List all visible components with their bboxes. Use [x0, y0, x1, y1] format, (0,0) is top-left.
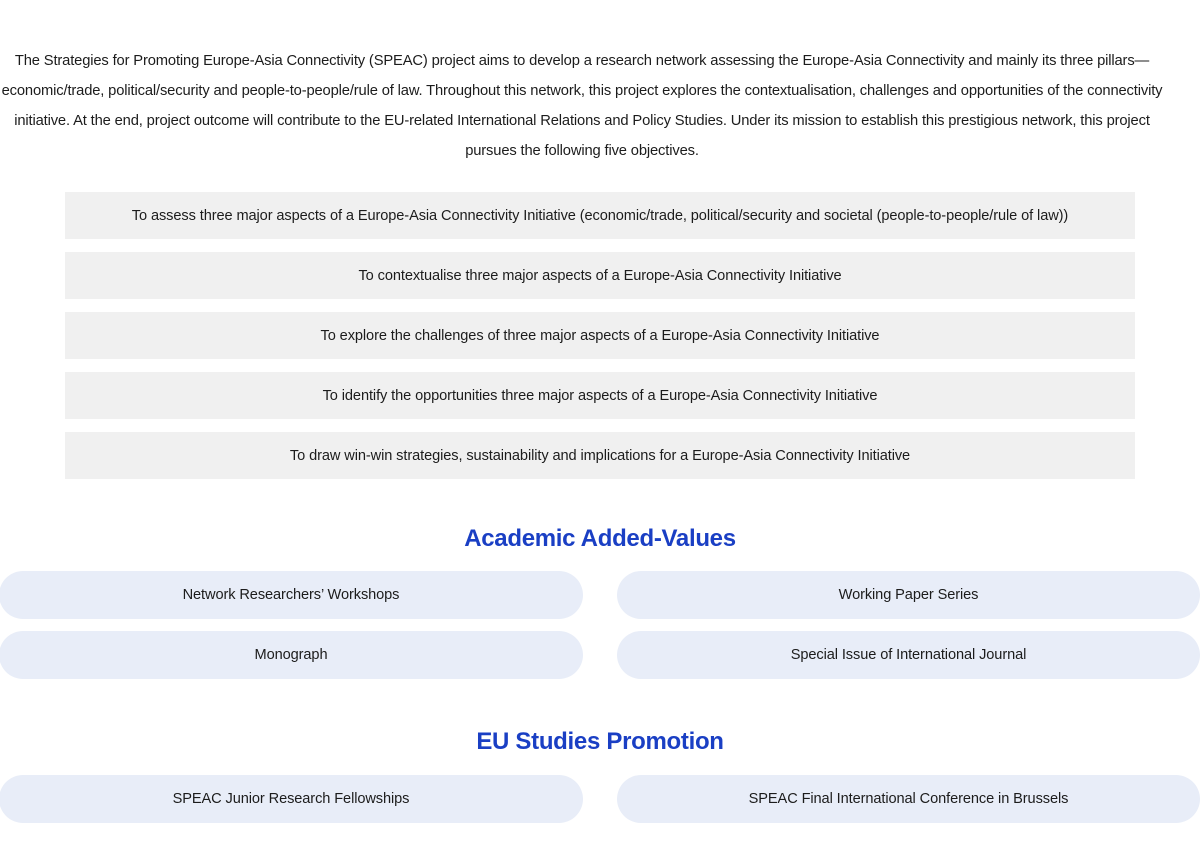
academic-item-special-issue[interactable]: Special Issue of International Journal: [617, 631, 1200, 679]
eu-studies-promotion-title: EU Studies Promotion: [476, 728, 724, 755]
eu-studies-promotion-list: [0, 775, 1200, 823]
academic-item-workshops[interactable]: Network Researchers’ Workshops: [0, 571, 583, 619]
objective-item: To contextualise three major aspects of a Europe-Asia Connectivity Initiative: [65, 252, 1135, 299]
academic-item-working-papers[interactable]: Working Paper Series: [617, 571, 1200, 619]
objective-item: To draw win-win strategies, sustainability and implications for a Europe-Asia Connectivity Initiative: [65, 432, 1135, 479]
objective-item: To explore the challenges of three major aspects of a Europe-Asia Connectivity Initiative: [65, 312, 1135, 359]
academic-added-values-list: [0, 571, 1200, 679]
objectives-list: [65, 192, 1135, 479]
objective-item: To identify the opportunities three major aspects of a Europe-Asia Connectivity Initiative: [65, 372, 1135, 419]
intro-paragraph: The Strategies for Promoting Europe-Asia Connectivity (SPEAC) project aims to develop a research network assessing the Europe-Asia Connectivity and mainly its three pillars—economic/trade, political/security and people-to-people/rule of law. Throughout this network, this project explores the contextualisation, challenges and opportunities of the connectivity initiative. At the end, project outcome will contribute to the EU-related International Relations and Policy Studies. Under its mission to establish this prestigious network, this project pursues the following five objectives.: [1, 52, 1163, 159]
objective-item: To assess three major aspects of a Europe-Asia Connectivity Initiative (economic/trade, political/security and societal (people-to-people/rule of law)): [65, 192, 1135, 239]
academic-added-values-title: Academic Added-Values: [464, 525, 736, 552]
eu-item-final-conference[interactable]: SPEAC Final International Conference in Brussels: [617, 775, 1200, 823]
academic-item-monograph[interactable]: Monograph: [0, 631, 583, 679]
eu-item-junior-fellowships[interactable]: SPEAC Junior Research Fellowships: [0, 775, 583, 823]
